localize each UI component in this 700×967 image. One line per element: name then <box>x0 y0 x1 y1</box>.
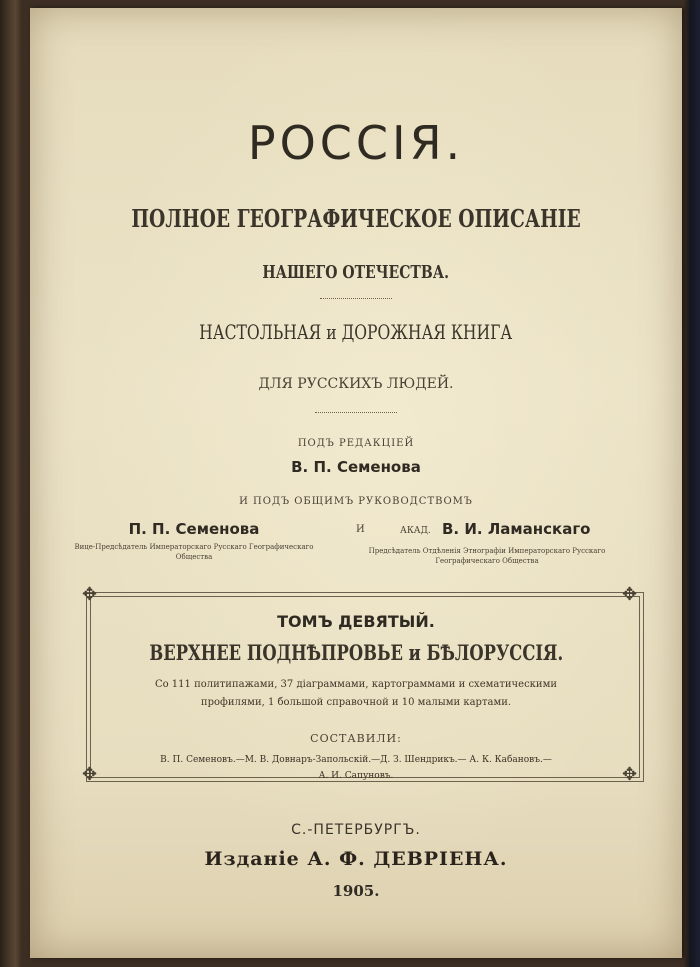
conjunction-and: И <box>356 524 365 535</box>
editor-label: ПОДЪ РЕДАКЦІЕЙ <box>297 438 415 449</box>
ornament-top-left-icon: ✥ <box>82 584 98 605</box>
leader-right-desc-wrap <box>342 542 632 566</box>
volume-number: ТОМЪ ДЕВЯТЫЙ. <box>277 612 435 631</box>
editor-name: В. П. Семенова <box>291 458 421 476</box>
divider-rule <box>320 298 392 299</box>
publisher: Изданіе А. Ф. ДЕВРІЕНА. <box>204 848 508 870</box>
title-page <box>30 8 682 958</box>
authors-list: В. П. Семеновъ.—М. В. Довнаръ-Запольскій.—Д. З. Шендрикъ.— А. К. Кабановъ.—А. И. Сапуновъ. <box>160 755 552 781</box>
subtitle-line-1: ПОЛНОЕ ГЕОГРАФИЧЕСКОЕ ОПИСАНІЕ <box>131 204 581 233</box>
leader-right-desc: Предсѣдатель Отдѣленія Этнографіи Императорскаго Русскаго Географическаго Общества <box>368 547 606 565</box>
subtitle-line-4: ДЛЯ РУССКИХЪ ЛЮДЕЙ. <box>258 376 454 392</box>
leader-left <box>74 520 314 562</box>
ornament-bottom-right-icon: ✥ <box>622 764 638 785</box>
leader-right <box>342 520 628 538</box>
publication-year: 1905. <box>332 882 380 900</box>
subtitle-line-3: НАСТОЛЬНАЯ и ДОРОЖНАЯ КНИГА <box>199 320 513 344</box>
subtitle-line-2: НАШЕГО ОТЕЧЕСТВА. <box>262 262 450 283</box>
general-guidance-label: И ПОДЪ ОБЩИМЪ РУКОВОДСТВОМЪ <box>239 496 473 507</box>
compiled-by-label: СОСТАВИЛИ: <box>310 732 402 745</box>
ornament-bottom-left-icon: ✥ <box>82 764 98 785</box>
volume-region-title: ВЕРХНЕЕ ПОДНѢПРОВЬЕ и БѢЛОРУССІЯ. <box>149 640 563 665</box>
divider-rule <box>315 412 397 413</box>
leader-right-name: В. И. Ламанскаго <box>442 520 591 538</box>
book-title: РОССІЯ. <box>247 116 465 170</box>
akad-label: АКАД. <box>400 526 431 536</box>
leader-left-desc: Вице-Предсѣдатель Императорскаго Русскаго Географическаго Общества <box>74 543 314 561</box>
leader-left-name: П. П. Семенова <box>128 520 260 538</box>
volume-description: Со 111 политипажами, 37 діаграммами, картограммами и схематическими профилями, 1 большой справочной и 10 малыми картами. <box>154 679 558 708</box>
ornament-top-right-icon: ✥ <box>622 584 638 605</box>
publication-city: С.-ПЕТЕРБУРГЪ. <box>291 822 421 838</box>
book-spine-left <box>0 0 22 967</box>
book-cover-edge-right <box>684 0 700 967</box>
